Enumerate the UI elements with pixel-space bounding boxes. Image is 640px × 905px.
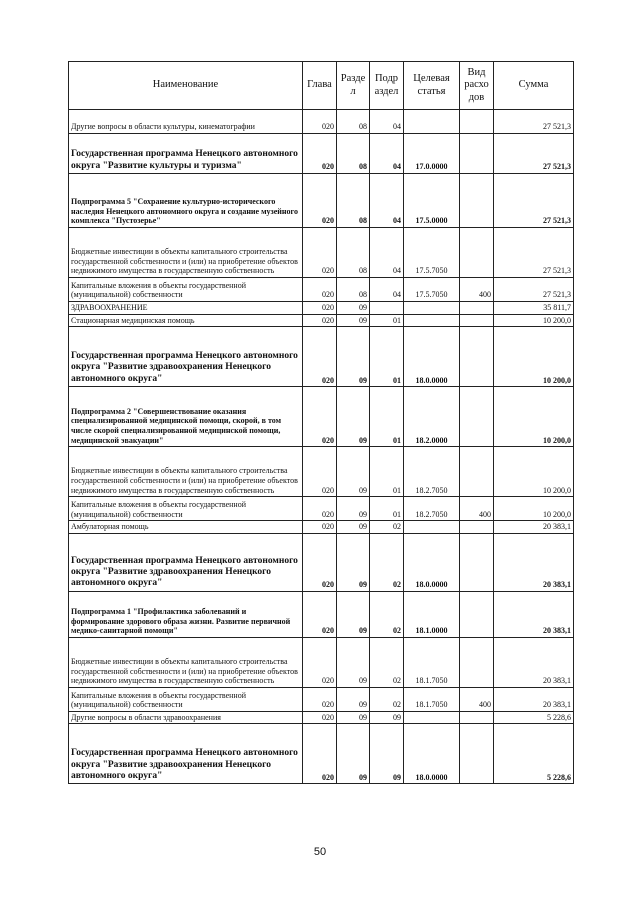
table-row xyxy=(69,724,574,784)
budget-table xyxy=(68,61,574,784)
row-target xyxy=(404,314,460,327)
row-chapter: 020 xyxy=(303,497,337,521)
row-exp-type xyxy=(460,327,494,387)
row-section: 09 xyxy=(337,711,370,724)
row-sum: 20 383,1 xyxy=(494,521,574,534)
row-target: 18.2.7050 xyxy=(404,497,460,521)
row-section: 09 xyxy=(337,302,370,315)
header-sum: Сумма xyxy=(494,62,574,110)
row-exp-type xyxy=(460,447,494,497)
row-subsection: 04 xyxy=(370,278,404,302)
header-section: Разде л xyxy=(337,62,370,110)
row-chapter: 020 xyxy=(303,228,337,278)
row-sum: 27 521,3 xyxy=(494,278,574,302)
table-row xyxy=(69,174,574,228)
row-exp-type xyxy=(460,174,494,228)
row-exp-type xyxy=(460,591,494,637)
row-chapter: 020 xyxy=(303,110,337,134)
row-subsection: 01 xyxy=(370,327,404,387)
row-exp-type xyxy=(460,134,494,174)
table-row xyxy=(69,637,574,687)
row-subsection: 02 xyxy=(370,687,404,711)
row-subsection: 09 xyxy=(370,724,404,784)
row-name: ЗДРАВООХРАНЕНИЕ xyxy=(69,302,303,315)
row-target: 18.1.0000 xyxy=(404,591,460,637)
row-sum: 20 383,1 xyxy=(494,591,574,637)
row-chapter: 020 xyxy=(303,687,337,711)
table-row xyxy=(69,110,574,134)
row-subsection: 02 xyxy=(370,591,404,637)
row-section: 09 xyxy=(337,521,370,534)
row-section: 08 xyxy=(337,228,370,278)
table-row xyxy=(69,687,574,711)
row-exp-type xyxy=(460,711,494,724)
row-chapter: 020 xyxy=(303,724,337,784)
row-subsection: 02 xyxy=(370,521,404,534)
table-header-row xyxy=(69,62,574,110)
row-sum: 5 228,6 xyxy=(494,724,574,784)
row-exp-type xyxy=(460,110,494,134)
row-sum: 27 521,3 xyxy=(494,174,574,228)
row-target xyxy=(404,110,460,134)
table-row xyxy=(69,134,574,174)
row-target xyxy=(404,302,460,315)
row-target: 18.2.7050 xyxy=(404,447,460,497)
row-section: 09 xyxy=(337,447,370,497)
table-row xyxy=(69,278,574,302)
row-section: 09 xyxy=(337,687,370,711)
row-name: Другие вопросы в области культуры, кинематографии xyxy=(69,110,303,134)
row-chapter: 020 xyxy=(303,302,337,315)
row-name: Бюджетные инвестиции в объекты капитального строительства государственной собственности и (или) на приобретение объектов недвижимого имущества в государственную собственность xyxy=(69,447,303,497)
table-row xyxy=(69,711,574,724)
row-name: Бюджетные инвестиции в объекты капитального строительства государственной собственности и (или) на приобретение объектов недвижимого имущества в государственную собственность xyxy=(69,228,303,278)
row-target: 17.5.0000 xyxy=(404,174,460,228)
row-chapter: 020 xyxy=(303,134,337,174)
row-name: Государственная программа Ненецкого автономного округа "Развитие здравоохранения Ненецкого автономного округа" xyxy=(69,724,303,784)
row-target: 18.1.7050 xyxy=(404,637,460,687)
table-row xyxy=(69,228,574,278)
row-subsection: 04 xyxy=(370,134,404,174)
page-number: 50 xyxy=(313,846,327,858)
row-target: 18.2.0000 xyxy=(404,387,460,447)
row-target: 18.0.0000 xyxy=(404,533,460,591)
row-chapter: 020 xyxy=(303,637,337,687)
row-section: 08 xyxy=(337,174,370,228)
header-chapter: Глава xyxy=(303,62,337,110)
row-section: 09 xyxy=(337,497,370,521)
row-exp-type xyxy=(460,302,494,315)
table-row xyxy=(69,314,574,327)
row-sum: 10 200,0 xyxy=(494,497,574,521)
table-row xyxy=(69,591,574,637)
row-subsection: 04 xyxy=(370,110,404,134)
row-chapter: 020 xyxy=(303,387,337,447)
row-sum: 27 521,3 xyxy=(494,110,574,134)
row-subsection: 01 xyxy=(370,497,404,521)
row-target xyxy=(404,711,460,724)
row-exp-type: 400 xyxy=(460,497,494,521)
row-name: Капитальные вложения в объекты государственной (муниципальной) собственности xyxy=(69,497,303,521)
row-section: 08 xyxy=(337,110,370,134)
row-section: 09 xyxy=(337,637,370,687)
row-name: Бюджетные инвестиции в объекты капитального строительства государственной собственности и (или) на приобретение объектов недвижимого имущества в государственную собственность xyxy=(69,637,303,687)
row-subsection: 01 xyxy=(370,447,404,497)
row-sum: 35 811,7 xyxy=(494,302,574,315)
row-name: Подпрограмма 2 "Совершенствование оказания специализированной медицинской помощи, скорой, в том числе скорой специализированной медицинской помощи, медицинской эвакуации" xyxy=(69,387,303,447)
row-subsection: 04 xyxy=(370,174,404,228)
table-row xyxy=(69,327,574,387)
row-sum: 20 383,1 xyxy=(494,533,574,591)
row-sum: 5 228,6 xyxy=(494,711,574,724)
row-subsection: 02 xyxy=(370,533,404,591)
row-subsection: 01 xyxy=(370,314,404,327)
row-name: Капитальные вложения в объекты государственной (муниципальной) собственности xyxy=(69,278,303,302)
table-row xyxy=(69,521,574,534)
row-exp-type xyxy=(460,228,494,278)
row-exp-type xyxy=(460,387,494,447)
row-target: 17.5.7050 xyxy=(404,278,460,302)
row-exp-type xyxy=(460,314,494,327)
row-exp-type xyxy=(460,637,494,687)
row-exp-type: 400 xyxy=(460,278,494,302)
row-section: 09 xyxy=(337,533,370,591)
table-row xyxy=(69,497,574,521)
row-name: Стационарная медицинская помощь xyxy=(69,314,303,327)
row-sum: 27 521,3 xyxy=(494,228,574,278)
row-section: 08 xyxy=(337,278,370,302)
row-chapter: 020 xyxy=(303,447,337,497)
row-name: Подпрограмма 1 "Профилактика заболеваний и формирование здорового образа жизни. Развитие первичной медико-санитарной помощи" xyxy=(69,591,303,637)
row-name: Подпрограмма 5 "Сохранение культурно-исторического наследия Ненецкого автономного округа и создание музейного комплекса "Пустозерье" xyxy=(69,174,303,228)
row-exp-type xyxy=(460,533,494,591)
header-target: Целевая статья xyxy=(404,62,460,110)
table-row xyxy=(69,447,574,497)
table-row xyxy=(69,387,574,447)
row-sum: 10 200,0 xyxy=(494,327,574,387)
row-exp-type xyxy=(460,724,494,784)
row-sum: 10 200,0 xyxy=(494,314,574,327)
row-name: Государственная программа Ненецкого автономного округа "Развитие здравоохранения Ненецкого автономного округа" xyxy=(69,327,303,387)
row-chapter: 020 xyxy=(303,591,337,637)
header-name: Наименование xyxy=(69,62,303,110)
table-row xyxy=(69,302,574,315)
row-section: 08 xyxy=(337,134,370,174)
row-section: 09 xyxy=(337,314,370,327)
row-target: 18.0.0000 xyxy=(404,724,460,784)
row-chapter: 020 xyxy=(303,521,337,534)
table-row xyxy=(69,533,574,591)
row-subsection: 02 xyxy=(370,637,404,687)
header-subsection: Подр аздел xyxy=(370,62,404,110)
row-subsection: 01 xyxy=(370,387,404,447)
row-section: 09 xyxy=(337,591,370,637)
row-name: Государственная программа Ненецкого автономного округа "Развитие культуры и туризма" xyxy=(69,134,303,174)
row-chapter: 020 xyxy=(303,174,337,228)
row-name: Государственная программа Ненецкого автономного округа "Развитие здравоохранения Ненецкого автономного округа" xyxy=(69,533,303,591)
row-sum: 20 383,1 xyxy=(494,637,574,687)
row-chapter: 020 xyxy=(303,711,337,724)
row-sum: 27 521,3 xyxy=(494,134,574,174)
row-sum: 10 200,0 xyxy=(494,387,574,447)
row-subsection: 09 xyxy=(370,711,404,724)
row-target xyxy=(404,521,460,534)
header-exp-type: Вид расхо дов xyxy=(460,62,494,110)
row-chapter: 020 xyxy=(303,327,337,387)
row-name: Амбулаторная помощь xyxy=(69,521,303,534)
row-exp-type xyxy=(460,521,494,534)
row-sum: 20 383,1 xyxy=(494,687,574,711)
row-section: 09 xyxy=(337,724,370,784)
row-sum: 10 200,0 xyxy=(494,447,574,497)
row-section: 09 xyxy=(337,387,370,447)
row-target: 18.1.7050 xyxy=(404,687,460,711)
row-subsection xyxy=(370,302,404,315)
row-name: Другие вопросы в области здравоохранения xyxy=(69,711,303,724)
row-chapter: 020 xyxy=(303,533,337,591)
row-section: 09 xyxy=(337,327,370,387)
row-target: 17.0.0000 xyxy=(404,134,460,174)
row-chapter: 020 xyxy=(303,314,337,327)
row-name: Капитальные вложения в объекты государственной (муниципальной) собственности xyxy=(69,687,303,711)
row-target: 17.5.7050 xyxy=(404,228,460,278)
row-target: 18.0.0000 xyxy=(404,327,460,387)
row-exp-type: 400 xyxy=(460,687,494,711)
row-chapter: 020 xyxy=(303,278,337,302)
row-subsection: 04 xyxy=(370,228,404,278)
